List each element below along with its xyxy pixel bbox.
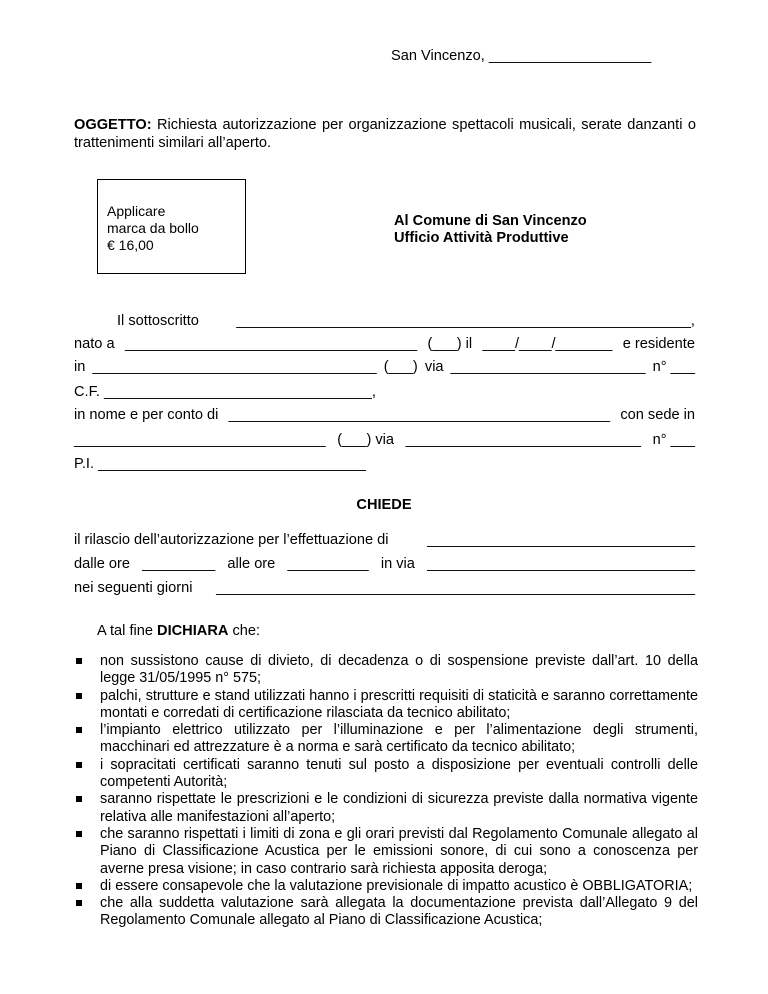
square-bullet-icon xyxy=(76,900,82,906)
declaration-intro-c: che: xyxy=(232,623,261,639)
headquarters-number-field[interactable]: n° ___ xyxy=(652,432,695,448)
residence-street-label: via xyxy=(424,359,444,375)
stamp-line-3: € 16,00 xyxy=(107,237,154,253)
birth-date-field[interactable]: ____/____/_______ xyxy=(482,336,613,352)
request-time-line xyxy=(74,556,695,573)
recipient-line-2: Ufficio Attività Produttive xyxy=(394,230,569,246)
request-heading: CHIEDE xyxy=(356,497,412,513)
vat-number-line[interactable]: P.I. _________________________________ xyxy=(74,456,366,472)
residence-number-field[interactable]: n° ___ xyxy=(652,359,695,375)
declaration-item xyxy=(74,722,698,757)
declaration-item-text: i sopracitati certificati saranno tenuti sul posto a disposizione per eventuali controlli delle competenti Autorità; xyxy=(100,756,698,791)
declaration-item xyxy=(74,757,698,792)
recipient-line-1: Al Comune di San Vincenzo xyxy=(394,213,587,229)
event-street-label: in via xyxy=(380,556,415,572)
declaration-item xyxy=(74,688,698,723)
declaration-item xyxy=(74,826,698,878)
to-hour-field[interactable]: __________ xyxy=(287,556,369,572)
residence-province-field[interactable]: (___) xyxy=(383,359,418,375)
declaration-list xyxy=(74,653,698,930)
square-bullet-icon xyxy=(76,658,82,664)
headquarters-street-label: (___) via xyxy=(337,432,395,448)
residence-label: e residente xyxy=(622,336,695,352)
place-date-line: San Vincenzo, ____________________ xyxy=(391,48,652,64)
square-bullet-icon xyxy=(76,762,82,768)
declaration-intro-a: A tal fine xyxy=(97,623,153,639)
square-bullet-icon xyxy=(76,727,82,733)
event-days-label: nei seguenti giorni xyxy=(74,580,193,596)
subject-label: OGGETTO: xyxy=(74,117,152,133)
company-name-field[interactable]: _______________________________________________ xyxy=(228,407,611,423)
to-hour-label: alle ore xyxy=(227,556,276,572)
declaration-item-text: che saranno rispettati i limiti di zona e gli orari previsti dal Regolamento Comunale allegato al Piano di Classificazione Acustica per le emissioni sonore, di cui sono a conoscenza per averne presa visione; in caso contrario sarà richiesta apposita deroga; xyxy=(100,825,698,877)
residence-in-label: in xyxy=(74,359,86,375)
on-behalf-line xyxy=(74,407,695,424)
residence-line xyxy=(74,359,695,376)
signatory-label: Il sottoscritto xyxy=(117,313,199,329)
request-activity-line xyxy=(74,532,695,549)
stamp-line-2: marca da bollo xyxy=(107,220,199,236)
declaration-keyword: DICHIARA xyxy=(157,623,229,639)
birth-place-label: nato a xyxy=(74,336,115,352)
signatory-line xyxy=(117,313,695,330)
birth-date-label: (___) il xyxy=(427,336,473,352)
declaration-item-text: che alla suddetta valutazione sarà allegata la documentazione prevista dall’Allegato 9 del Regolamento Comunale allegato al Piano di Classificazione Acustica; xyxy=(100,895,698,929)
event-street-field[interactable]: _________________________________ xyxy=(427,556,695,572)
from-hour-label: dalle ore xyxy=(74,556,130,572)
request-activity-label: il rilascio dell’autorizzazione per l’effettuazione di xyxy=(74,532,389,548)
subject-text: Richiesta autorizzazione per organizzazione spettacoli musicali, serate danzanti o trattenimenti similari all’aperto. xyxy=(74,117,696,151)
request-activity-field[interactable]: _________________________________ xyxy=(427,532,695,548)
request-days-line xyxy=(74,580,695,597)
from-hour-field[interactable]: _________ xyxy=(142,556,216,572)
event-days-field[interactable]: ___________________________________________________________ xyxy=(216,580,695,596)
declaration-item-text: saranno rispettate le prescrizioni e le condizioni di sicurezza previste dalla normativa vigente relativa alle manifestazioni all’aperto; xyxy=(100,791,698,825)
on-behalf-label: in nome e per conto di xyxy=(74,407,219,423)
residence-city-field[interactable]: ___________________________________ xyxy=(92,359,377,375)
square-bullet-icon xyxy=(76,831,82,837)
headquarters-line xyxy=(74,432,695,449)
headquarters-city-field[interactable]: _______________________________ xyxy=(74,432,326,448)
declaration-item-text: l’impianto elettrico utilizzato per l’illuminazione e per l’alimentazione degli strumenti, macchinari ed attrezzature è a norma e sarà certificato da tecnico abilitato; xyxy=(100,722,698,756)
declaration-item-text: di essere consapevole che la valutazione previsionale di impatto acustico è OBBLIGATORIA; xyxy=(100,877,693,894)
headquarters-label: con sede in xyxy=(620,407,695,423)
birth-line xyxy=(74,336,695,353)
declaration-item xyxy=(74,878,698,895)
headquarters-street-field[interactable]: _____________________________ xyxy=(405,432,642,448)
square-bullet-icon xyxy=(76,796,82,802)
declaration-item-text: palchi, strutture e stand utilizzati hanno i prescritti requisiti di staticità e saranno correttamente montati e corredati di certificazione rilasciata da tecnico abilitato; xyxy=(100,687,698,721)
stamp-line-1: Applicare xyxy=(107,203,166,219)
declaration-intro xyxy=(97,623,260,640)
declaration-item xyxy=(74,895,698,930)
signatory-name-field[interactable]: ________________________________________________________, xyxy=(236,313,695,329)
birth-place-field[interactable]: ____________________________________ xyxy=(124,336,418,352)
declaration-item-text: non sussistono cause di divieto, di decadenza o di sospensione previste dall’art. 10 della legge 31/05/1995 n° 575; xyxy=(100,653,698,687)
square-bullet-icon xyxy=(76,693,82,699)
tax-code-line[interactable]: C.F. _________________________________, xyxy=(74,384,376,400)
stamp-instructions xyxy=(107,203,199,254)
revenue-stamp-box xyxy=(97,179,246,274)
square-bullet-icon xyxy=(76,883,82,889)
declaration-item xyxy=(74,653,698,688)
declaration-item xyxy=(74,791,698,826)
residence-street-field[interactable]: ________________________ xyxy=(450,359,646,375)
subject-paragraph xyxy=(74,116,696,152)
